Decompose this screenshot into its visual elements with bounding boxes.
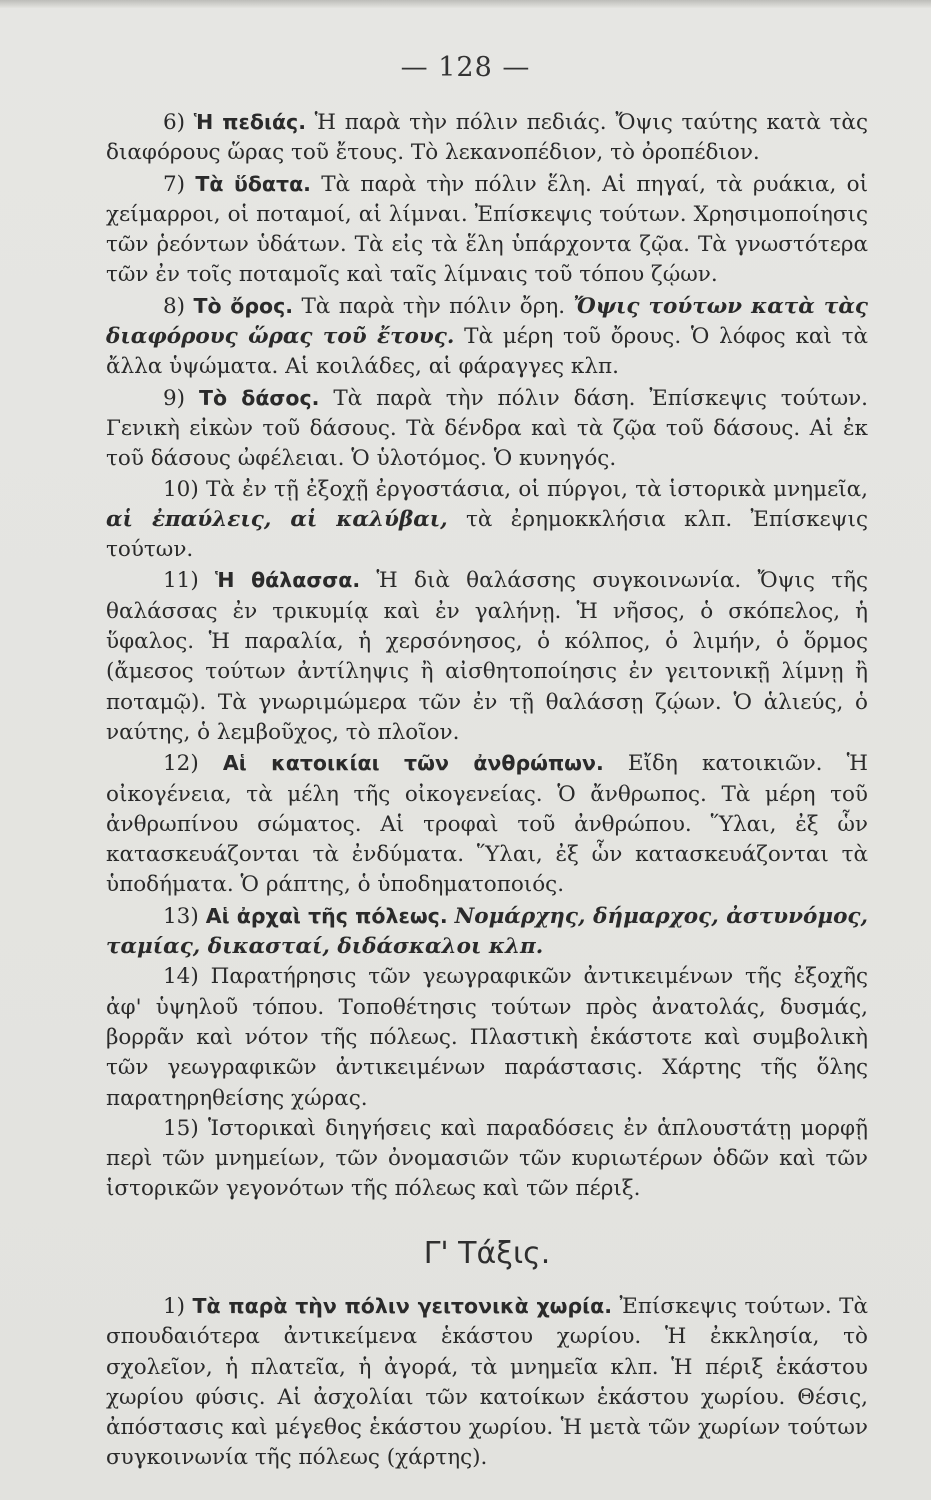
- paragraph-title: Ἡ πεδιάς.: [193, 110, 306, 134]
- paragraph-text: Ἱστορικαὶ διηγήσεις καὶ παραδόσεις ἐν ἁπλουστάτῃ μορφῇ περὶ τῶν μνημείων, τῶν ὀνομασιῶν τῶν κυριωτέρων ὁδῶν καὶ τῶν ἱστορικῶν γεγονότων τῆς πόλεως καὶ τῶν πέριξ.: [106, 1115, 868, 1202]
- paragraph-11: [106, 565, 868, 748]
- section-heading: Γ' Τάξις.: [423, 1235, 551, 1271]
- paragraph-title: Τὸ δάσος.: [198, 385, 320, 410]
- paragraph-number: 15): [163, 1115, 199, 1141]
- paragraph-15: [106, 1114, 868, 1205]
- paragraph-number: 8): [163, 293, 186, 319]
- paragraph-text: Ἡ παρὰ τὴν πόλιν πεδιάς. Ὄψις ταύτης κατὰ τὰς διαφόρους ὥρας τοῦ ἔτους. Τὸ λεκανοπέδιον, τὸ ὀροπέδιον.: [106, 110, 868, 166]
- paragraph-italic-phrase: Νομάρχης, δήμαρχος, ἀστυνόμος, ταμίας, δικασταί, διδάσκαλοι κλπ.: [106, 903, 868, 960]
- paragraph-title: Αἱ κατοικίαι τῶν ἀνθρώπων.: [222, 751, 604, 776]
- paragraph-number: 7): [163, 171, 186, 197]
- paragraph-title: Αἱ ἀρχαὶ τῆς πόλεως.: [205, 903, 448, 928]
- paragraph-text: Ἡ διὰ θαλάσσης συγκοινωνία. Ὄψις τῆς θαλάσσας ἐν τρικυμίᾳ καὶ ἐν γαλήνῃ. Ἡ νῆσος, ὁ σκόπελος, ἡ ὕφαλος. Ἡ παραλία, ἡ χερσόνησος, ὁ κόλπος, ὁ λιμήν, ὁ ὅρμος (ἄμεσος τούτων ἀντίληψις ἢ αἰσθητοποίησις ἐν γειτονικῇ λίμνῃ ἢ ποταμῷ). Τὰ γνωριμώμερα τῶν ἐν τῇ θαλάσσῃ ζῴων. Ὁ ἁλιεύς, ὁ ναύτης, ὁ λεμβοῦχος, τὸ πλοῖον.: [106, 568, 869, 745]
- paragraph-number: 11): [163, 568, 199, 594]
- page-top-edge: [0, 0, 931, 8]
- paragraph-number: 12): [163, 751, 199, 777]
- paragraph-10: [106, 475, 868, 566]
- paragraph-italic-phrase: Ὄψις τούτων κατὰ τὰς διαφόρους ὥρας τοῦ ἔτους.: [106, 293, 868, 350]
- paragraph-14: [106, 962, 868, 1113]
- paragraph-text: Παρατήρησις τῶν γεωγραφικῶν ἀντικειμένων τῆς ἐξοχῆς ἀφ' ὑψηλοῦ τόπου. Τοποθέτησις τούτων πρὸς ἀνατολάς, δυσμάς, βορρᾶν καὶ νότον τῆς πόλεως. Πλαστικὴ ἑκάστοτε καὶ συμβολικὴ τῶν γεωγραφικῶν ἀντικειμένων παράστασις. Χάρτης τῆς ὅλης παρατηρηθείσης χώρας.: [106, 964, 868, 1111]
- page-body: [106, 107, 868, 1474]
- paragraph-italic-phrase: αἱ ἐπαύλεις, αἱ καλύβαι,: [106, 506, 448, 532]
- paragraph-text-intro: Τὰ παρὰ τὴν πόλιν ὄρη.: [301, 293, 566, 319]
- paragraph-8: [106, 291, 868, 383]
- paragraph-6: [106, 107, 868, 169]
- paragraph-9: [106, 383, 868, 475]
- paragraph-number: 9): [163, 385, 186, 411]
- paragraph-title: Τὰ παρὰ τὴν πόλιν γειτονικὰ χωρία.: [192, 1293, 613, 1318]
- paragraph-text: Τὰ παρὰ τὴν πόλιν δάση. Ἐπίσκεψις τούτων. Γενικὴ εἰκὼν τοῦ δάσους. Τὰ δένδρα καὶ τὰ ζῷα τοῦ δάσους. Αἱ ἐκ τοῦ δάσους ὠφέλειαι. Ὁ ὑλοτόμος. Ὁ κυνηγός.: [106, 385, 868, 472]
- paragraph-title: Τὸ ὄρος.: [193, 293, 294, 318]
- page-number: — 128 —: [400, 52, 531, 83]
- paragraph-text: Ἐπίσκεψις τούτων. Τὰ σπουδαιότερα ἀντικείμενα ἑκάστου χωρίου. Ἡ ἐκκλησία, τὸ σχολεῖον, ἡ πλατεῖα, ἡ ἀγορά, τὰ μνημεῖα κλπ. Ἡ πέριξ ἑκάστου χωρίου φύσις. Αἱ ἀσχολίαι τῶν κατοίκων ἑκάστου χωρίου. Θέσις, ἀπόστασις καὶ μέγεθος ἑκάστου χωρίου. Ἡ μετὰ τῶν χωρίων τούτων συγκοινωνία τῆς πόλεως (χάρτης).: [106, 1293, 868, 1471]
- paragraph-title: Τὰ ὕδατα.: [195, 171, 311, 196]
- paragraph-title: Ἡ θάλασσα.: [215, 568, 361, 593]
- paragraph-13: [106, 901, 868, 963]
- paragraph-text: Εἴδη κατοικιῶν. Ἡ οἰκογένεια, τὰ μέλη τῆς οἰκογενείας. Ὁ ἄνθρωπος. Τὰ μέρη τοῦ ἀνθρωπίνου σώματος. Αἱ τροφαὶ τοῦ ἀνθρώπου. Ὕλαι, ἐξ ὧν κατασκευάζονται τὰ ἐνδύματα. Ὕλαι, ἐξ ὧν κατασκευάζονται τὰ ὑποδήματα. Ὁ ράπτης, ὁ ὑποδηματοποιός.: [106, 751, 868, 898]
- paragraph-text: Τὰ παρὰ τὴν πόλιν ἕλη. Αἱ πηγαί, τὰ ρυάκια, οἱ χείμαρροι, οἱ ποταμοί, αἱ λίμναι. Ἐπίσκεψις τούτων. Χρησιμοποίησις τῶν ῥεόντων ὑδάτων. Τὰ εἰς τὰ ἕλη ὑπάρχοντα ζῷα. Τὰ γνωστότερα τῶν ἐν τοῖς ποταμοῖς καὶ ταῖς λίμναις τοῦ τόπου ζῴων.: [106, 171, 868, 288]
- paragraph-number: 1): [163, 1293, 186, 1319]
- paragraph-number: 10): [163, 476, 199, 502]
- paragraph-number: 6): [163, 110, 186, 135]
- paragraph-text: τὰ ἐρημοκκλήσια κλπ. Ἐπίσκεψις τούτων.: [106, 506, 868, 563]
- paragraph-number: 14): [163, 964, 199, 990]
- paragraph-7: [106, 169, 868, 291]
- section-paragraph-1: [106, 1291, 868, 1474]
- paragraph-12: [106, 748, 868, 900]
- paragraph-text-intro: Τὰ ἐν τῇ ἐξοχῇ ἐργοστάσια, οἱ πύργοι, τὰ ἱστορικὰ μνημεῖα,: [206, 476, 868, 502]
- paragraph-text: Τὰ μέρη τοῦ ὄρους. Ὁ λόφος καὶ τὰ ἄλλα ὑψώματα. Αἱ κοιλάδες, αἱ φάραγγες κλπ.: [106, 324, 868, 380]
- paragraph-number: 13): [163, 903, 199, 929]
